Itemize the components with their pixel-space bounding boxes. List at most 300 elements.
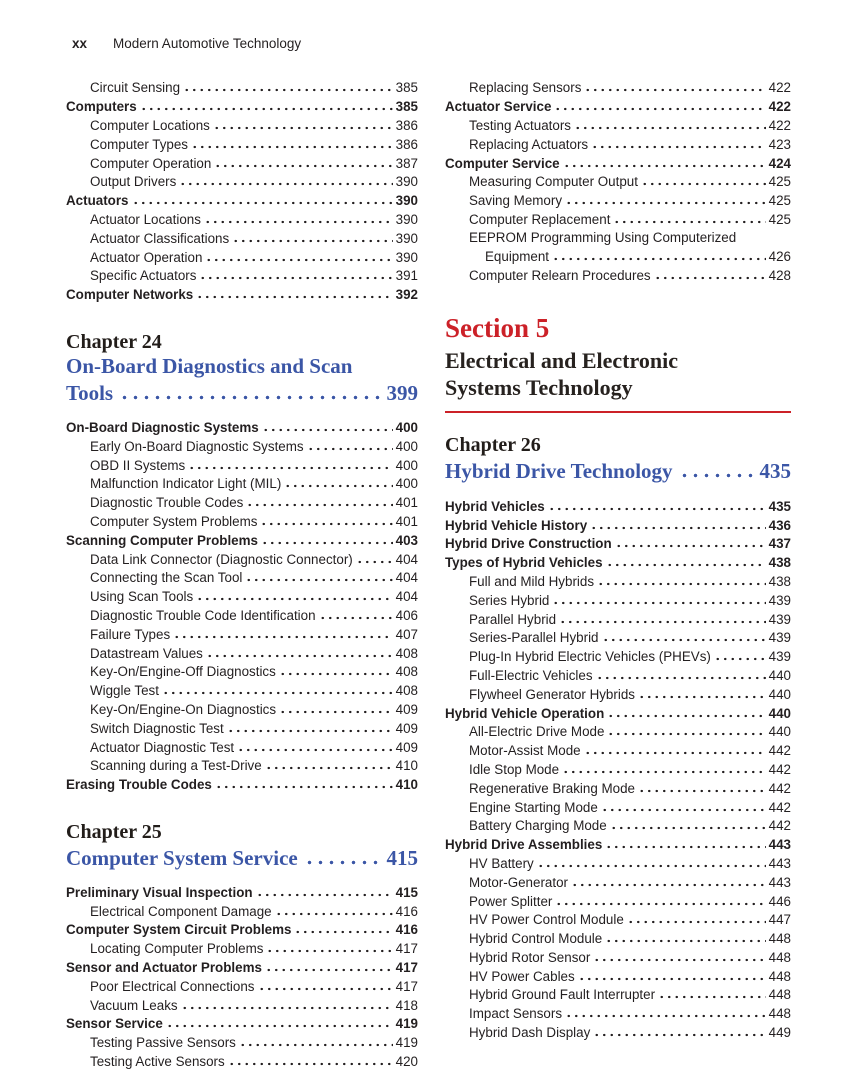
toc-entry-page: 425	[768, 193, 791, 209]
toc-entry-label: Sensor and Actuator Problems	[66, 960, 262, 976]
toc-entry-label: Hybrid Ground Fault Interrupter	[469, 987, 656, 1003]
toc-entry	[445, 267, 791, 286]
chapter-title-text: Hybrid Drive Technology	[445, 459, 673, 484]
toc-entry-label: Full and Mild Hybrids	[469, 573, 595, 589]
dot-leader	[607, 704, 765, 717]
dot-leader	[605, 836, 765, 849]
dot-leader	[562, 761, 766, 774]
dot-leader	[602, 629, 766, 642]
toc-entry	[66, 682, 418, 701]
toc-entry-label: Equipment	[485, 249, 550, 265]
section-title-line: Electrical and Electronic	[445, 348, 678, 374]
toc-entry-label: Hybrid Vehicles	[445, 498, 545, 514]
toc-entry-page: 442	[768, 799, 791, 815]
chapter-heading	[66, 330, 418, 406]
dot-leader	[679, 457, 754, 478]
toc-entry-page: 392	[395, 287, 418, 303]
toc-entry	[66, 701, 418, 720]
dot-leader	[597, 573, 766, 586]
toc-entry	[66, 419, 418, 438]
page-header	[66, 36, 849, 52]
toc-entry-label: Key-On/Engine-Off Diagnostics	[90, 664, 276, 680]
toc-entry	[445, 248, 791, 267]
toc-entry-label: Sensor Service	[66, 1016, 163, 1032]
toc-entry	[66, 738, 418, 757]
toc-entry	[66, 475, 418, 494]
toc-entry-page: 385	[395, 99, 418, 115]
toc-entry	[445, 1005, 791, 1024]
toc-entry	[445, 173, 791, 192]
toc-entry-page: 390	[395, 193, 418, 209]
toc-entry	[66, 776, 418, 795]
toc-entry-label: Hybrid Control Module	[469, 931, 603, 947]
dot-leader	[279, 701, 393, 714]
toc-entry-page: 420	[395, 1054, 418, 1070]
dot-leader	[260, 513, 392, 526]
dot-leader	[319, 607, 393, 620]
dot-leader	[552, 591, 765, 604]
dot-leader	[227, 719, 393, 732]
chapter-number-label: Chapter 25	[66, 820, 162, 843]
dot-leader	[284, 475, 392, 488]
toc-entry	[445, 98, 791, 117]
toc-entry-label: HV Power Control Module	[469, 912, 624, 928]
section-heading	[445, 313, 791, 413]
dot-leader	[245, 569, 392, 582]
toc-entry	[445, 986, 791, 1005]
toc-entry-page: 442	[768, 743, 791, 759]
toc-entry-label: All-Electric Drive Mode	[469, 724, 605, 740]
dot-leader	[638, 685, 766, 698]
toc-entry	[445, 535, 791, 554]
toc-entry	[445, 497, 791, 516]
toc-entry-label: Diagnostic Trouble Codes	[90, 495, 244, 511]
toc-entry-page: 437	[768, 536, 791, 552]
toc-entry-label: Circuit Sensing	[90, 80, 181, 96]
toc-entry	[66, 513, 418, 532]
section-title	[445, 347, 791, 401]
toc-entry	[66, 79, 418, 98]
dot-leader	[239, 1034, 393, 1047]
toc-entry-label: HV Power Cables	[469, 968, 575, 984]
toc-entry	[445, 836, 791, 855]
toc-entry	[445, 610, 791, 629]
dot-leader	[714, 648, 766, 661]
chapter-page: 435	[759, 459, 791, 484]
toc-entry-group	[66, 79, 418, 305]
toc-entry-page: 400	[395, 476, 418, 492]
toc-entry-label: Preliminary Visual Inspection	[66, 884, 253, 900]
section-rule	[445, 411, 791, 413]
toc-entry-group	[445, 79, 791, 285]
toc-entry-page: 448	[768, 931, 791, 947]
chapter-title	[66, 354, 418, 406]
toc-entry	[66, 644, 418, 663]
toc-entry-label: Hybrid Dash Display	[469, 1025, 591, 1041]
toc-entry-label: HV Battery	[469, 855, 534, 871]
toc-entry	[445, 930, 791, 949]
toc-entry-page: 425	[768, 174, 791, 190]
toc-entry-label: Actuator Service	[445, 99, 552, 115]
dot-leader	[607, 723, 765, 736]
toc-entry	[445, 192, 791, 211]
toc-entry-page: 442	[768, 761, 791, 777]
toc-entry-page: 385	[395, 80, 418, 96]
toc-entry-label: Actuator Locations	[90, 211, 201, 227]
dot-leader	[213, 117, 393, 130]
toc-entry-group	[66, 884, 418, 1072]
toc-entry-page: 435	[768, 498, 791, 514]
toc-entry-label: Testing Actuators	[469, 117, 571, 133]
toc-entry-page: 419	[395, 1016, 418, 1032]
toc-entry	[66, 267, 418, 286]
toc-entry-label: Computer Replacement	[469, 211, 611, 227]
toc-entry	[445, 967, 791, 986]
dot-leader	[641, 173, 766, 186]
toc-entry-page: 448	[768, 949, 791, 965]
toc-entry-page: 422	[768, 117, 791, 133]
dot-leader	[571, 873, 766, 886]
toc-entry-label: Failure Types	[90, 626, 171, 642]
toc-entry-page: 391	[395, 268, 418, 284]
toc-entry	[66, 588, 418, 607]
toc-entry-page: 440	[768, 705, 791, 721]
toc-entry	[445, 779, 791, 798]
toc-entry-label: Computer Types	[90, 136, 188, 152]
toc-entry-label: Malfunction Indicator Light (MIL)	[90, 476, 282, 492]
toc-entry-group	[445, 497, 791, 1042]
dot-leader	[554, 98, 765, 111]
toc-entry-page: 417	[395, 978, 418, 994]
toc-entry-label: Connecting the Scan Tool	[90, 570, 243, 586]
dot-leader	[191, 135, 393, 148]
toc-entry	[445, 648, 791, 667]
toc-entry-label: Data Link Connector (Diagnostic Connector)	[90, 551, 353, 567]
toc-entry-label: Computer Operation	[90, 155, 212, 171]
toc-entry-page: 439	[768, 649, 791, 665]
toc-entry	[445, 855, 791, 874]
toc-entry	[445, 1024, 791, 1043]
toc-entry	[445, 154, 791, 173]
toc-entry-page: 403	[395, 532, 418, 548]
dot-leader	[196, 286, 392, 299]
toc-entry	[66, 192, 418, 211]
toc-entry-page: 440	[768, 686, 791, 702]
dot-leader	[593, 1024, 765, 1037]
dot-leader	[237, 738, 393, 751]
toc-entry-label: Using Scan Tools	[90, 589, 194, 605]
toc-entry-label: Actuator Classifications	[90, 230, 230, 246]
chapter-number-label: Chapter 26	[445, 434, 541, 457]
toc-entry-label: Computer Service	[445, 155, 560, 171]
toc-entry-label: Hybrid Rotor Sensor	[469, 949, 591, 965]
dot-leader	[166, 1015, 393, 1028]
dot-leader	[565, 1005, 766, 1018]
toc-entry	[66, 719, 418, 738]
dot-leader	[262, 419, 393, 432]
dot-leader	[266, 940, 392, 953]
toc-entry-page: 408	[395, 664, 418, 680]
dot-leader	[279, 663, 393, 676]
toc-entry-page: 407	[395, 626, 418, 642]
toc-entry-label: Series-Parallel Hybrid	[469, 630, 599, 646]
toc-entry	[445, 135, 791, 154]
toc-entry	[445, 911, 791, 930]
toc-entry	[66, 154, 418, 173]
toc-entry-label: Types of Hybrid Vehicles	[445, 555, 603, 571]
toc-entry-page: 409	[395, 739, 418, 755]
toc-entry-label: Computer Locations	[90, 117, 210, 133]
dot-leader	[578, 967, 766, 980]
toc-entry-label: Saving Memory	[469, 193, 563, 209]
toc-entry-label: Hybrid Vehicle History	[445, 517, 588, 533]
chapter-title-line: On-Board Diagnostics and Scan	[66, 353, 353, 378]
toc-entry-page: 390	[395, 174, 418, 190]
dot-leader	[658, 986, 766, 999]
toc-entry-page: 417	[395, 941, 418, 957]
toc-entry	[66, 625, 418, 644]
toc-entry-page: 440	[768, 724, 791, 740]
toc-entry	[445, 704, 791, 723]
toc-entry-page: 448	[768, 987, 791, 1003]
toc-entry	[66, 531, 418, 550]
dot-leader	[206, 644, 393, 657]
toc-entry	[66, 98, 418, 117]
toc-entry	[66, 977, 418, 996]
toc-entry-label: Computer Networks	[66, 287, 194, 303]
dot-leader	[601, 798, 766, 811]
toc-entry-label: Datastream Values	[90, 645, 203, 661]
toc-entry-page: 438	[768, 555, 791, 571]
running-book-title: Modern Automotive Technology	[113, 36, 302, 51]
toc-entry-label: Diagnostic Trouble Code Identification	[90, 607, 316, 623]
dot-leader	[265, 959, 393, 972]
chapter-title-line	[66, 844, 418, 871]
toc-entry-page: 424	[768, 155, 791, 171]
dot-leader	[304, 844, 381, 865]
toc-entry	[445, 685, 791, 704]
dot-leader	[132, 192, 393, 205]
toc-entry	[445, 554, 791, 573]
toc-entry-label: Actuators	[66, 193, 129, 209]
chapter-title-text: Computer System Service	[66, 845, 298, 870]
chapter-page: 399	[386, 380, 418, 405]
toc-entry-label: Motor-Generator	[469, 874, 568, 890]
toc-entry-label: Idle Stop Mode	[469, 761, 560, 777]
toc-entry	[66, 1015, 418, 1034]
dot-leader	[555, 892, 765, 905]
toc-entry-label: Motor-Assist Mode	[469, 743, 581, 759]
toc-entry	[66, 663, 418, 682]
toc-entry	[66, 135, 418, 154]
toc-entry-page: 449	[768, 1025, 791, 1041]
toc-entry-label: Regenerative Braking Mode	[469, 780, 635, 796]
toc-entry-label: Replacing Actuators	[469, 136, 589, 152]
toc-entry-page: 447	[768, 912, 791, 928]
section-title-line: Systems Technology	[445, 375, 633, 401]
toc-entry-label: Replacing Sensors	[469, 80, 582, 96]
toc-entry-page: 400	[395, 457, 418, 473]
toc-entry-page: 448	[768, 1006, 791, 1022]
toc-entry	[66, 940, 418, 959]
dot-leader	[552, 248, 766, 261]
chapter-title-text: Tools	[66, 380, 114, 405]
toc-entry	[66, 921, 418, 940]
toc-entry-label: Testing Passive Sensors	[90, 1035, 236, 1051]
dot-leader	[261, 531, 393, 544]
toc-entry	[66, 456, 418, 475]
dot-leader	[265, 757, 393, 770]
dot-leader	[596, 667, 766, 680]
toc-entry-page: 410	[395, 777, 418, 793]
toc-entry-page: 439	[768, 630, 791, 646]
dot-leader	[307, 437, 393, 450]
toc-entry-page: 416	[395, 903, 418, 919]
toc-entry-label: Full-Electric Vehicles	[469, 667, 593, 683]
toc-entry-page: 419	[395, 1035, 418, 1051]
toc-entry-page: 390	[395, 230, 418, 246]
toc-entry-page: 400	[395, 438, 418, 454]
chapter-number-label: Chapter 24	[66, 330, 162, 353]
toc-entry-page: 426	[768, 249, 791, 265]
dot-leader	[584, 79, 765, 92]
toc-entry	[66, 286, 418, 305]
toc-entry-page: 386	[395, 117, 418, 133]
dot-leader	[183, 79, 393, 92]
toc-entry-label: Switch Diagnostic Test	[90, 720, 224, 736]
chapter-heading	[66, 820, 418, 871]
toc-entry-page: 448	[768, 968, 791, 984]
toc-entry	[66, 211, 418, 230]
toc-entry-page: 439	[768, 611, 791, 627]
toc-entry-page: 440	[768, 667, 791, 683]
chapter-heading	[445, 433, 791, 484]
toc-entry-label: On-Board Diagnostic Systems	[66, 419, 259, 435]
dot-leader	[548, 497, 766, 510]
dot-leader	[214, 154, 392, 167]
toc-entry	[445, 742, 791, 761]
toc-entry-label: Battery Charging Mode	[469, 818, 607, 834]
dot-leader	[215, 776, 393, 789]
toc-entry	[66, 569, 418, 588]
dot-leader	[162, 682, 393, 695]
toc-column-left	[66, 79, 418, 1071]
dot-leader	[205, 248, 392, 261]
dot-leader	[584, 742, 766, 755]
toc-entry	[445, 892, 791, 911]
toc-entry-label: EEPROM Programming Using Computerized	[469, 230, 737, 246]
toc-entry-label: Actuator Diagnostic Test	[90, 739, 235, 755]
toc-entry-page: 404	[395, 570, 418, 586]
toc-entry-label: Hybrid Drive Construction	[445, 536, 612, 552]
toc-entry-label: Wiggle Test	[90, 683, 159, 699]
toc-entry-page: 442	[768, 818, 791, 834]
toc-entry-label: Computer System Circuit Problems	[66, 922, 292, 938]
toc-entry-label: Plug-In Hybrid Electric Vehicles (PHEVs)	[469, 649, 711, 665]
toc-entry-label: Early On-Board Diagnostic Systems	[90, 438, 304, 454]
toc-entry	[66, 494, 418, 513]
dot-leader	[615, 535, 766, 548]
toc-entry-label: Computer System Problems	[90, 513, 258, 529]
toc-entry-label: Testing Active Sensors	[90, 1054, 225, 1070]
dot-leader	[228, 1053, 393, 1066]
toc-entry-page: 416	[395, 922, 418, 938]
toc-entry-label: Electrical Component Damage	[90, 903, 272, 919]
toc-entry	[66, 996, 418, 1015]
dot-leader	[199, 267, 392, 280]
toc-entry	[66, 1034, 418, 1053]
toc-entry	[445, 667, 791, 686]
toc-entry-page: 443	[768, 874, 791, 890]
dot-leader	[563, 154, 766, 167]
dot-leader	[638, 779, 766, 792]
dot-leader	[565, 192, 766, 205]
toc-entry	[445, 873, 791, 892]
toc-entry-page: 408	[395, 683, 418, 699]
toc-entry	[445, 817, 791, 836]
toc-entry	[445, 211, 791, 230]
toc-entry-page: 423	[768, 136, 791, 152]
dot-leader	[537, 855, 766, 868]
toc-entry-page: 386	[395, 136, 418, 152]
toc-entry-label: Hybrid Drive Assemblies	[445, 837, 603, 853]
chapter-title	[445, 457, 791, 484]
dot-leader	[232, 229, 392, 242]
toc-entry	[66, 173, 418, 192]
toc-entry-page: 409	[395, 720, 418, 736]
toc-entry	[445, 761, 791, 780]
toc-entry-group	[66, 419, 418, 795]
toc-column-right	[445, 79, 791, 1071]
toc-entry-page: 406	[395, 607, 418, 623]
toc-entry-page: 418	[395, 997, 418, 1013]
dot-leader	[591, 135, 766, 148]
dot-leader	[196, 588, 392, 601]
toc-entry-page: 401	[395, 495, 418, 511]
toc-entry	[445, 229, 791, 247]
toc-entry-label: Hybrid Vehicle Operation	[445, 705, 605, 721]
dot-leader	[258, 977, 393, 990]
toc-entry-label: Scanning Computer Problems	[66, 532, 258, 548]
chapter-title-line	[66, 379, 418, 406]
toc-entry	[66, 248, 418, 267]
toc-entry-page: 415	[395, 884, 418, 900]
toc-entry-page: 442	[768, 780, 791, 796]
dot-leader	[256, 884, 393, 897]
toc-entry	[66, 884, 418, 903]
dot-leader	[294, 921, 392, 934]
chapter-title	[66, 844, 418, 871]
toc-entry-page: 436	[768, 517, 791, 533]
toc-entry	[66, 959, 418, 978]
dot-leader	[181, 996, 393, 1009]
toc-entry-page: 422	[768, 99, 791, 115]
toc-entry-label: Erasing Trouble Codes	[66, 777, 212, 793]
toc-entry	[66, 902, 418, 921]
toc-entry	[445, 798, 791, 817]
dot-leader	[593, 949, 765, 962]
toc-entry	[66, 550, 418, 569]
toc-entry-label: Vacuum Leaks	[90, 997, 178, 1013]
toc-entry-page: 417	[395, 960, 418, 976]
toc-entry-page: 390	[395, 211, 418, 227]
toc-entry-page: 400	[395, 419, 418, 435]
toc-entry	[445, 516, 791, 535]
dot-leader	[246, 494, 392, 507]
toc-entry	[445, 591, 791, 610]
toc-entry-page: 404	[395, 589, 418, 605]
toc-entry	[445, 573, 791, 592]
